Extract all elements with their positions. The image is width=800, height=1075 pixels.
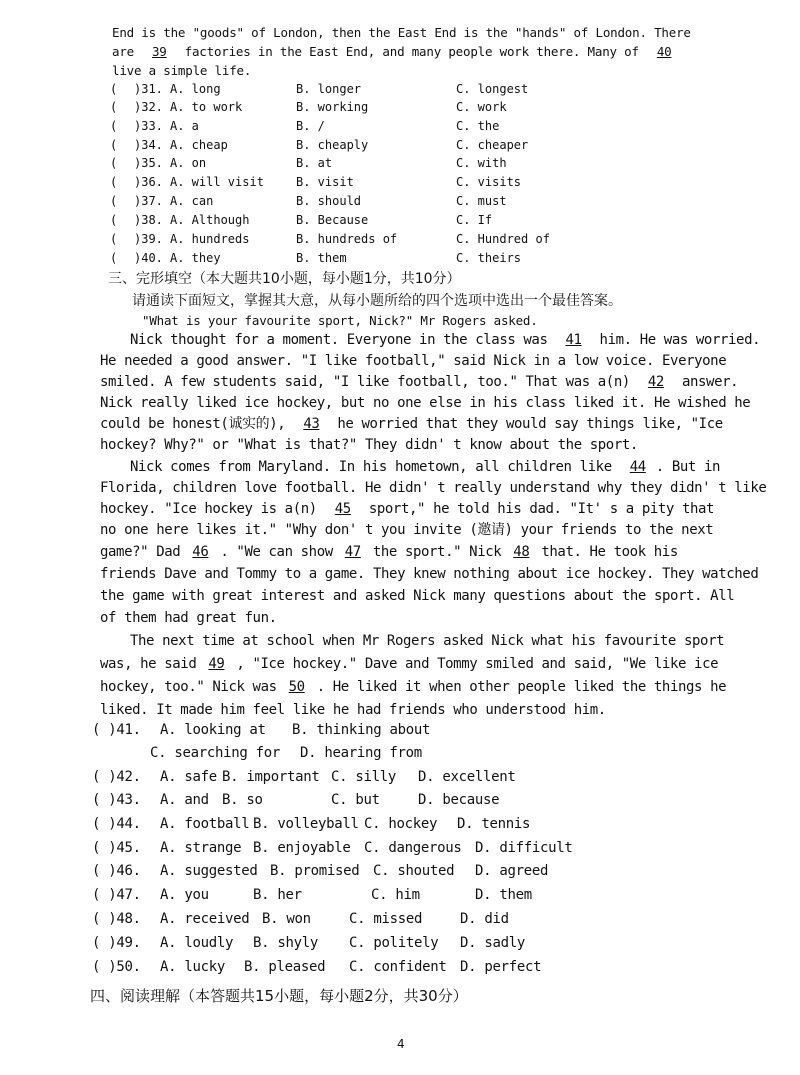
passage-line [130,458,720,476]
option-a: A. suggested [160,863,258,879]
blank-42: 42 [647,374,664,390]
option-a: A. loudly [160,935,234,951]
answer-paren: ( [110,138,118,152]
option-d: D. perfect [460,959,542,975]
blank-45: 45 [334,501,351,517]
option-c: C. work [456,100,507,114]
option-a: A. strange [160,840,242,856]
option-c: C. silly [331,769,397,785]
text-fragment: that. He took his [533,544,678,560]
answer-paren: ( [110,82,118,96]
option-c: C. politely [349,935,439,951]
option-c: C. with [456,156,507,170]
blank-41: 41 [565,332,582,348]
option-a: A. on [170,156,207,170]
passage-top-line-2 [112,43,682,61]
text-fragment: him. He was worried. [591,332,761,348]
option-d: D. tennis [457,816,531,832]
question-number: )39. [134,232,163,246]
text-fragment: . He liked it when other people liked the things he [308,679,727,695]
section-4-title: 四、阅读理解（本答题共15小题，每小题2分，共30分） [90,987,468,1005]
option-b: B. cheaply [296,138,369,152]
passage-line [100,678,726,696]
question-number: )38. [134,213,163,227]
text-fragment: was, he said [100,656,205,672]
question-number: ( )42. [92,769,141,785]
option-c: C. Hundred of [456,232,550,246]
option-c: C. cheaper [456,138,529,152]
section-3-title: 三、完形填空（本大题共10小题，每小题1分，共10分） [108,271,461,287]
question-number: ( )46. [92,863,141,879]
option-c: C. longest [456,82,529,96]
text-fragment: Nick comes from Maryland. In his hometown, all children like [130,459,620,475]
option-a: A. lucky [160,959,226,975]
option-c: C. him [371,887,420,903]
option-d: D. hearing from [300,745,422,761]
option-a: A. looking at [160,722,266,738]
section-3-instruction: 请通读下面短文，掌握其大意，从每小题所给的四个选项中选出一个最佳答案。 [132,293,622,309]
option-a: A. to work [170,100,243,114]
option-a: A. a [170,119,199,133]
question-number: ( )44. [92,816,141,832]
option-a: A. will visit [170,175,264,189]
option-b: B. promised [270,863,360,879]
text-fragment: hockey, too." Nick was [100,679,285,695]
option-b: B. her [253,887,302,903]
option-b: B. enjoyable [253,840,351,856]
option-a: A. safe [160,769,217,785]
option-a: A. can [170,194,214,208]
question-number: )34. [134,138,163,152]
passage-line [100,373,738,391]
question-number: )31. [134,82,163,96]
passage-top-line-3: live a simple life. [112,63,252,78]
page-number: 4 [397,1037,405,1051]
option-b: B. them [296,251,347,265]
option-d: D. difficult [475,840,573,856]
passage-top-line-1: End is the "goods" of London, then the East End is the "hands" of London. There [112,25,691,40]
passage-line [100,543,678,561]
passage-line: liked. It made him feel like he had friends who understood him. [100,702,606,718]
text-fragment: smiled. A few students said, "I like football, too." That was a(n) [100,374,638,390]
option-a: A. football [160,816,250,832]
text-fragment: game?" Dad [100,544,189,560]
option-b: B. volleyball [253,816,359,832]
question-number: ( )50. [92,959,141,975]
answer-paren: ( [110,194,118,208]
option-c: C. dangerous [364,840,462,856]
blank-47: 47 [344,544,361,560]
option-a: A. they [170,251,221,265]
text-fragment: he worried that they would say things like, "Ice [329,416,723,432]
text-fragment: . But in [655,459,720,475]
option-a: A. Although [170,213,250,227]
passage-line: hockey? Why?" or "What is that?" They didn' t know about the sport. [100,437,638,453]
option-c: C. but [331,792,380,808]
option-d: D. sadly [460,935,526,951]
blank-40: 40 [656,44,672,59]
option-c: C. theirs [456,251,522,265]
passage-line: The next time at school when Mr Rogers asked Nick what his favourite sport [130,633,725,649]
passage-line [130,331,760,349]
answer-paren: ( [110,232,118,246]
option-a: A. you [160,887,209,903]
option-b: B. should [296,194,362,208]
blank-49: 49 [208,656,225,672]
option-c: C. must [456,194,507,208]
text-fragment: the sport." Nick [364,544,510,560]
text-fragment: answer. [673,374,739,390]
passage-line: Nick really liked ice hockey, but no one else in his class liked it. He wished he [100,395,751,411]
passage-line [100,415,723,433]
text-fragment: could be honest(诚实的), [100,416,294,432]
answer-paren: ( [110,251,118,265]
blank-50: 50 [288,679,305,695]
option-c: C. missed [349,911,423,927]
passage-line: the game with great interest and asked Nick many questions about the sport. All [100,588,735,604]
passage-line [100,655,718,673]
option-d: D. excellent [418,769,516,785]
answer-paren: ( [110,119,118,133]
option-c: C. If [456,213,493,227]
text-fragment: factories in the East End, and many people work there. Many of [177,44,647,59]
option-c: C. searching for [150,745,281,761]
answer-paren: ( [110,156,118,170]
question-number: ( )43. [92,792,141,808]
option-c: C. hockey [364,816,438,832]
option-d: D. because [418,792,500,808]
answer-paren: ( [110,175,118,189]
blank-44: 44 [629,459,646,475]
question-number: ( )41. [92,722,141,738]
passage-line: of them had great fun. [100,610,277,626]
option-b: B. longer [296,82,362,96]
option-a: A. received [160,911,250,927]
question-number: ( )49. [92,935,141,951]
option-b: B. so [222,792,263,808]
passage-line: no one here likes it." "Why don' t you invite (邀请) your friends to the next [100,522,714,538]
question-number: ( )48. [92,911,141,927]
blank-39: 39 [151,44,167,59]
blank-43: 43 [303,416,320,432]
option-a: A. and [160,792,209,808]
option-d: D. them [475,887,532,903]
option-b: B. visit [296,175,354,189]
passage-line: Florida, children love football. He didn' t really understand why they didn' t like [100,480,767,496]
text-fragment: are [112,44,142,59]
question-number: )36. [134,175,163,189]
option-b: B. working [296,100,369,114]
option-a: A. hundreds [170,232,250,246]
option-b: B. pleased [244,959,326,975]
option-c: C. confident [349,959,447,975]
option-b: B. hundreds of [296,232,398,246]
option-b: B. / [296,119,325,133]
option-a: A. long [170,82,221,96]
option-d: D. agreed [475,863,549,879]
text-fragment: hockey. "Ice hockey is a(n) [100,501,325,517]
blank-48: 48 [513,544,530,560]
text-fragment: . "We can show [212,544,341,560]
option-b: B. important [222,769,320,785]
question-number: )40. [134,251,163,265]
option-b: B. won [262,911,311,927]
option-a: A. cheap [170,138,228,152]
passage-line [100,500,714,518]
passage-line: He needed a good answer. "I like football," said Nick in a low voice. Everyone [100,353,727,369]
answer-paren: ( [110,213,118,227]
answer-paren: ( [110,100,118,114]
option-c: C. shouted [373,863,455,879]
question-number: )33. [134,119,163,133]
question-number: ( )45. [92,840,141,856]
option-b: B. at [296,156,333,170]
option-c: C. the [456,119,500,133]
question-number: )35. [134,156,163,170]
question-number: ( )47. [92,887,141,903]
option-c: C. visits [456,175,522,189]
text-fragment: , "Ice hockey." Dave and Tommy smiled and said, "We like ice [228,656,719,672]
question-number: )37. [134,194,163,208]
passage-line: friends Dave and Tommy to a game. They knew nothing about ice hockey. They watched [100,566,759,582]
passage-line: "What is your favourite sport, Nick?" Mr Rogers asked. [142,313,538,328]
text-fragment: Nick thought for a moment. Everyone in the class was [130,332,556,348]
question-number: )32. [134,100,163,114]
option-d: D. did [460,911,509,927]
option-b: B. shyly [253,935,319,951]
option-b: B. Because [296,213,369,227]
option-b: B. thinking about [292,722,431,738]
text-fragment: sport," he told his dad. "It' s a pity that [360,501,715,517]
blank-46: 46 [192,544,209,560]
